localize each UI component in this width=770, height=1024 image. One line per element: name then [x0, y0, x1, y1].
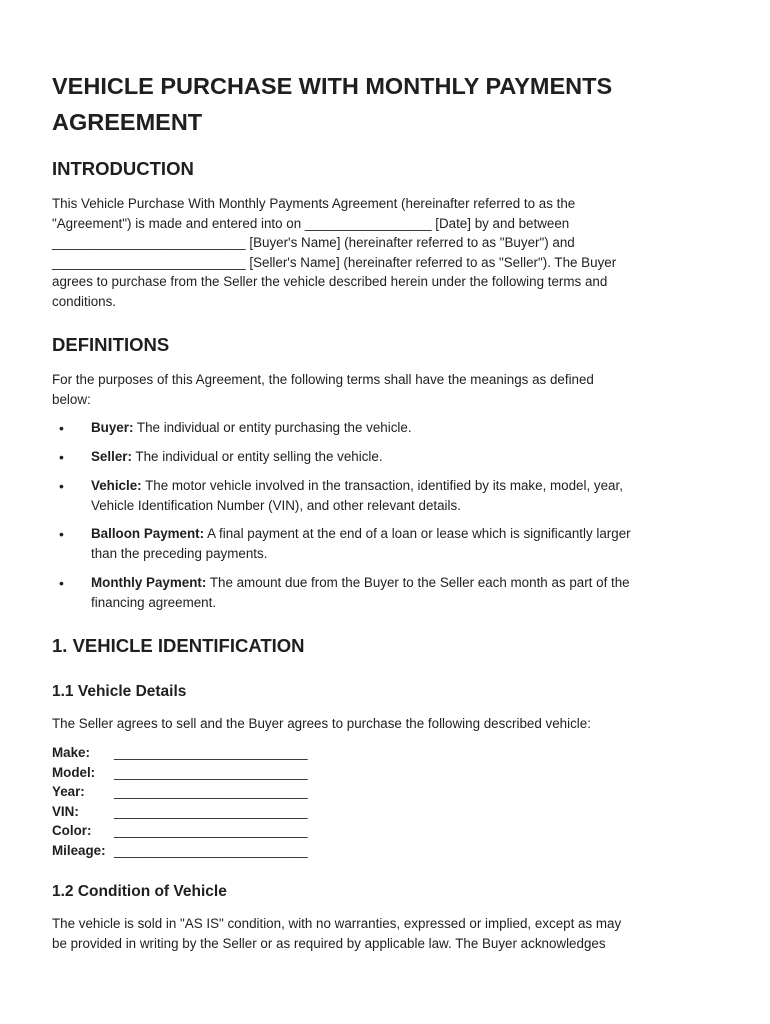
intro-line: This Vehicle Purchase With Monthly Payments Agreement (hereinafter referred to as the — [52, 196, 576, 211]
field-make — [52, 743, 308, 763]
definition-item-balloon-payment — [52, 524, 722, 563]
field-blank: __________________________ — [114, 784, 308, 799]
definition-term: Seller: — [91, 449, 132, 464]
definitions-lead-line: For the purposes of this Agreement, the following terms shall have the meanings as defined — [52, 372, 594, 387]
definition-text: A final payment at the end of a loan or lease which is significantly larger — [207, 526, 631, 541]
bullet-icon: • — [59, 478, 64, 494]
intro-line: agrees to purchase from the Seller the vehicle described herein under the following terms and — [52, 274, 608, 290]
definition-text: The individual or entity selling the vehicle. — [135, 449, 383, 464]
paragraph-line: The vehicle is sold in "AS IS" condition, with no warranties, expressed or implied, except as may — [52, 916, 622, 931]
bullet-icon: • — [59, 575, 64, 591]
definition-term: Balloon Payment: — [91, 526, 205, 541]
definitions-lead — [52, 370, 722, 409]
field-label: Mileage: — [52, 843, 106, 858]
section1-1-heading: 1.1 Vehicle Details — [52, 683, 187, 700]
intro-line: __________________________ [Seller's Name] (hereinafter referred to as "Seller"). The Buyer — [52, 254, 617, 270]
bullet-icon: • — [59, 420, 64, 436]
field-vin — [52, 802, 308, 822]
definitions-lead-line: below: — [52, 391, 91, 407]
definition-item-vehicle — [52, 476, 722, 515]
definition-item-buyer — [52, 418, 722, 438]
field-blank: __________________________ — [114, 843, 308, 858]
definition-text: The motor vehicle involved in the transaction, identified by its make, model, year, — [145, 478, 623, 493]
field-blank: __________________________ — [114, 804, 308, 819]
field-label: VIN: — [52, 804, 79, 819]
definition-term: Monthly Payment: — [91, 575, 207, 590]
section1-1-lead: The Seller agrees to sell and the Buyer agrees to purchase the following described vehicle: — [52, 716, 591, 731]
document-title: VEHICLE PURCHASE WITH MONTHLY PAYMENTS AGREEMENT — [52, 73, 613, 135]
definition-text: financing agreement. — [91, 594, 217, 610]
definition-text: The individual or entity purchasing the vehicle. — [136, 420, 412, 435]
intro-heading: INTRODUCTION — [52, 158, 194, 179]
field-label: Year: — [52, 784, 85, 799]
field-mileage — [52, 841, 308, 861]
field-blank: __________________________ — [114, 765, 308, 780]
bullet-icon: • — [59, 526, 64, 542]
intro-line: __________________________ [Buyer's Name] (hereinafter referred to as "Buyer") and — [52, 235, 575, 251]
definition-item-monthly-payment — [52, 573, 722, 612]
definitions-heading: DEFINITIONS — [52, 334, 170, 355]
definition-term: Vehicle: — [91, 478, 142, 493]
paragraph-line: be provided in writing by the Seller or as required by applicable law. The Buyer acknowledges — [52, 935, 606, 951]
intro-line: conditions. — [52, 293, 117, 309]
bullet-icon: • — [59, 449, 64, 465]
field-label: Make: — [52, 745, 90, 760]
intro-paragraph — [52, 194, 722, 312]
field-year — [52, 782, 308, 802]
definition-text: than the preceding payments. — [91, 545, 268, 561]
definition-text: Vehicle Identification Number (VIN), and other relevant details. — [91, 497, 461, 513]
field-model — [52, 763, 308, 783]
field-blank: __________________________ — [114, 823, 308, 838]
field-label: Model: — [52, 765, 96, 780]
field-blank: __________________________ — [114, 745, 308, 760]
field-label: Color: — [52, 823, 92, 838]
definition-item-seller — [52, 447, 722, 467]
definition-text: The amount due from the Buyer to the Seller each month as part of the — [209, 575, 630, 590]
intro-line: "Agreement") is made and entered into on _________________ [Date] by and between — [52, 215, 570, 231]
section1-2-paragraph — [52, 914, 722, 953]
definition-term: Buyer: — [91, 420, 134, 435]
section1-2-heading: 1.2 Condition of Vehicle — [52, 883, 227, 900]
field-color — [52, 821, 308, 841]
section1-heading: 1. VEHICLE IDENTIFICATION — [52, 635, 305, 656]
